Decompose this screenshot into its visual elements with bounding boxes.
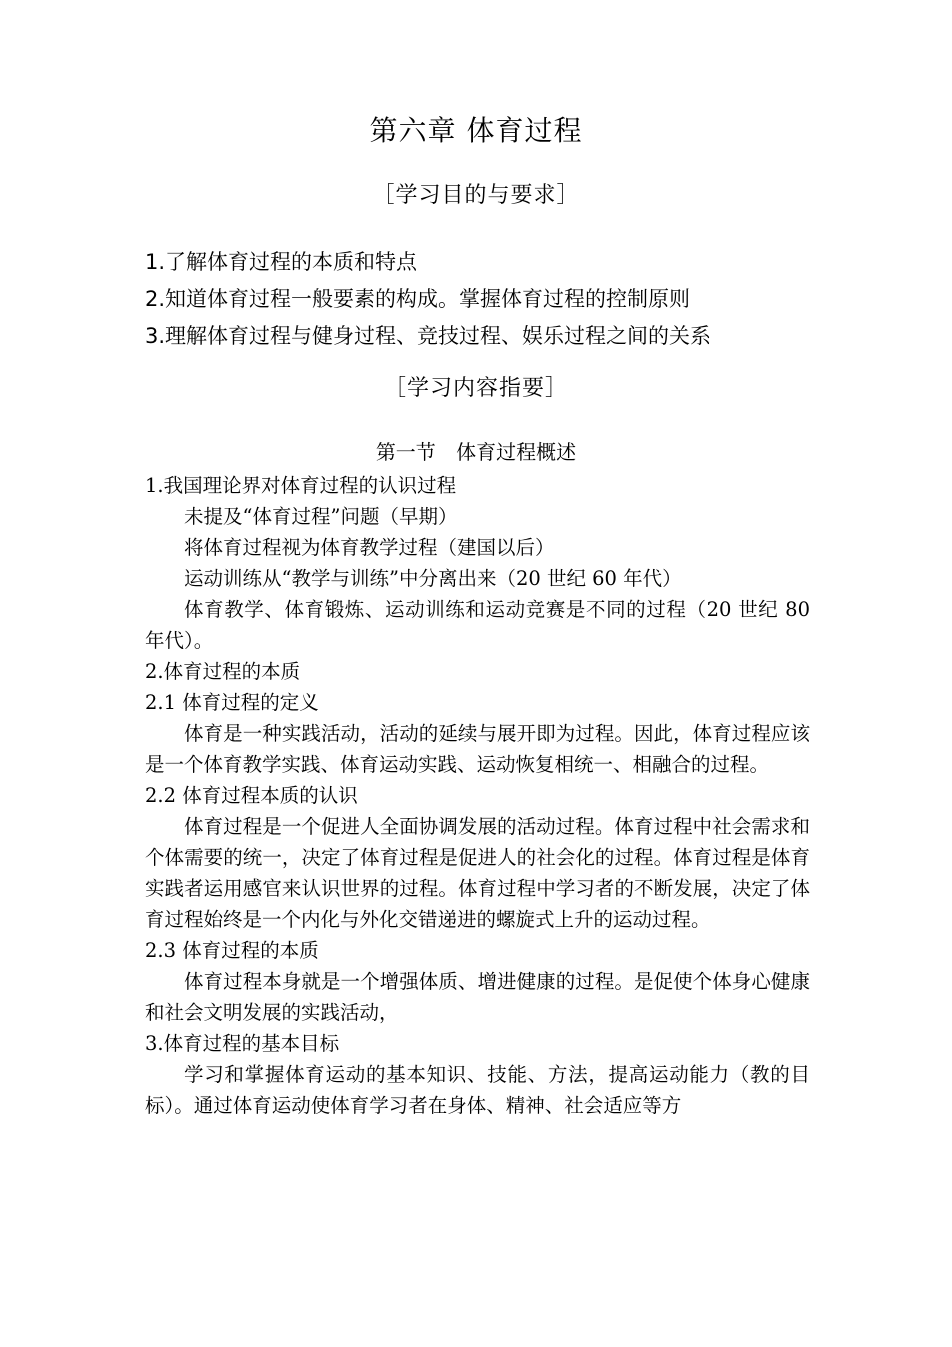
- history-item: 未提及“体育过程”问题（早期）: [184, 505, 458, 528]
- objectives-heading: ［学习目的与要求］: [372, 183, 580, 208]
- heading-2-text: 体育过程的本质: [163, 660, 301, 683]
- subheading-2-3: 2.3 体育过程的本质: [145, 939, 319, 962]
- chapter-title: 第六章 体育过程: [369, 114, 583, 147]
- heading-1-text: 我国理论界对体育过程的认识过程: [163, 474, 457, 497]
- section-title: 第一节 体育过程概述: [375, 440, 577, 464]
- objective-item: 3.理解体育过程与健身过程、竞技过程、娱乐过程之间的关系: [145, 324, 712, 348]
- paragraph-2-1: 体育是一种实践活动，活动的延续与展开即为过程。因此，体育过程应该是一个体育教学实践、体育运动实践、运动恢复相统一、相融合的过程。: [145, 722, 810, 776]
- heading-2: [145, 656, 810, 687]
- heading-1: [145, 470, 810, 501]
- heading-3: [145, 1028, 810, 1059]
- heading-3-number: 3.: [145, 1032, 164, 1055]
- objective-item: 2.知道体育过程一般要素的构成。掌握体育过程的控制原则: [145, 287, 691, 311]
- subheading-2-1: 2.1 体育过程的定义: [145, 691, 319, 714]
- heading-2-number: 2.: [145, 660, 164, 683]
- paragraph-3: 学习和掌握体育运动的基本知识、技能、方法，提高运动能力（教的目标）。通过体育运动使体育学习者在身体、精神、社会适应等方: [145, 1063, 810, 1117]
- subheading-2-2: 2.2 体育过程本质的认识: [145, 784, 358, 807]
- history-item: 体育教学、体育锻炼、运动训练和运动竞赛是不同的过程（20 世纪 80 年代）。: [145, 598, 810, 652]
- paragraph-2-3: 体育过程本身就是一个增强体质、增进健康的过程。是促使个体身心健康和社会文明发展的实践活动，: [145, 970, 810, 1024]
- paragraph-2-2: 体育过程是一个促进人全面协调发展的活动过程。体育过程中社会需求和个体需要的统一，决定了体育过程是促进人的社会化的过程。体育过程是体育实践者运用感官来认识世界的过程。体育过程中学习者的不断发展，决定了体育过程始终是一个内化与外化交错递进的螺旋式上升的运动过程。: [145, 815, 810, 931]
- objectives-list: [145, 244, 825, 355]
- heading-1-number: 1.: [145, 474, 164, 497]
- heading-3-text: 体育过程的基本目标: [163, 1032, 340, 1055]
- body-text: [145, 470, 810, 1121]
- history-item: 将体育过程视为体育教学过程（建国以后）: [184, 536, 555, 559]
- content-heading: ［学习内容指要］: [383, 376, 568, 401]
- objective-item: 1.了解体育过程的本质和特点: [145, 250, 418, 274]
- history-item: 运动训练从“教学与训练”中分离出来（20 世纪 60 年代）: [184, 567, 682, 590]
